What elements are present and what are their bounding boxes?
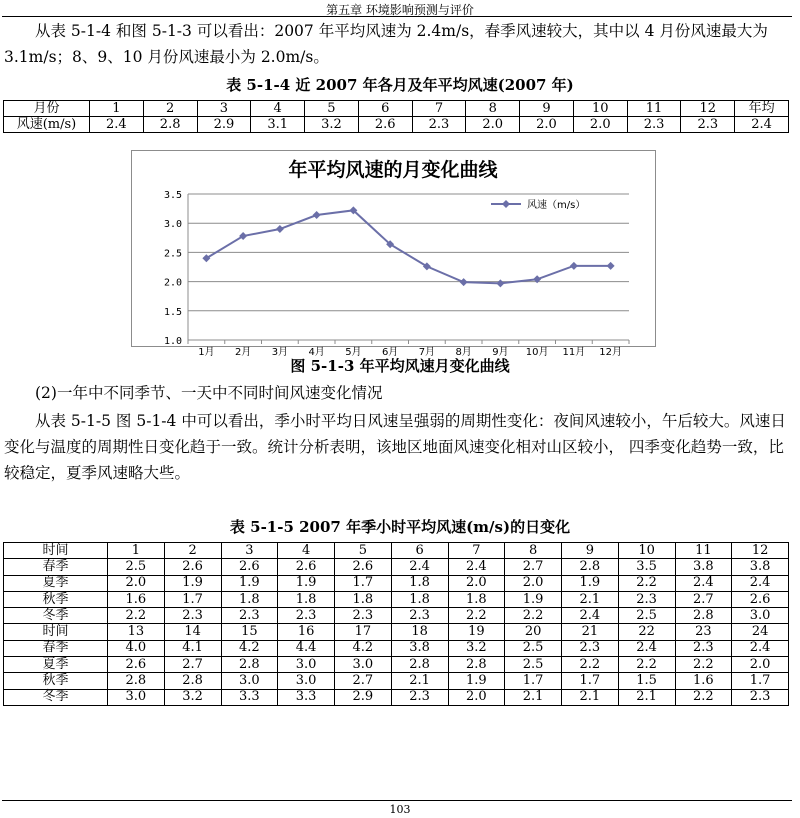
row-label-cell: 春季: [4, 559, 108, 575]
value-cell: 19: [448, 624, 505, 640]
row-label-cell: 春季: [4, 640, 108, 656]
page-header: 第五章 环境影响预测与评价: [326, 3, 474, 17]
value-cell: 2.3: [335, 608, 392, 624]
value-cell: 10: [618, 543, 675, 559]
series-line: [206, 210, 610, 283]
value-cell: 2.3: [618, 591, 675, 607]
value-cell: 16: [278, 624, 335, 640]
value-cell: 3.0: [335, 657, 392, 673]
value-cell: 2.2: [618, 575, 675, 591]
value-cell: 4.0: [108, 640, 165, 656]
value-cell: 3.0: [278, 673, 335, 689]
page-number: 103: [389, 803, 411, 816]
value-cell: 3.2: [164, 689, 221, 705]
speed-cell: 2.4: [735, 117, 789, 133]
value-cell: 1.9: [278, 575, 335, 591]
value-cell: 2.4: [675, 575, 732, 591]
speed-cell: 2.4: [90, 117, 144, 133]
value-cell: 2.2: [675, 657, 732, 673]
value-cell: 2.3: [562, 640, 619, 656]
value-cell: 4.4: [278, 640, 335, 656]
row-label-cell: 时间: [4, 624, 108, 640]
legend-marker: [502, 200, 510, 208]
value-cell: 2.6: [335, 559, 392, 575]
value-cell: 17: [335, 624, 392, 640]
value-cell: 2.6: [164, 559, 221, 575]
value-cell: 1.7: [732, 673, 789, 689]
value-cell: 2.3: [164, 608, 221, 624]
value-cell: 2.3: [675, 640, 732, 656]
value-cell: 1.7: [164, 591, 221, 607]
value-cell: 22: [618, 624, 675, 640]
value-cell: 3.2: [448, 640, 505, 656]
value-cell: 2.4: [562, 608, 619, 624]
speed-cell: 2.6: [358, 117, 412, 133]
value-cell: 2.4: [448, 559, 505, 575]
value-cell: 8: [505, 543, 562, 559]
row-label-cell: 冬季: [4, 689, 108, 705]
value-cell: 2.9: [335, 689, 392, 705]
month-cell: 7: [412, 101, 466, 117]
value-cell: 1.6: [108, 591, 165, 607]
value-cell: 2.2: [562, 657, 619, 673]
value-cell: 2.6: [732, 591, 789, 607]
value-cell: 2.1: [562, 689, 619, 705]
y-tick-label: 3.0: [163, 219, 182, 231]
value-cell: 2.4: [732, 640, 789, 656]
row-label-cell: 冬季: [4, 608, 108, 624]
value-cell: 2.8: [108, 673, 165, 689]
data-point-marker: [460, 278, 468, 286]
value-cell: 2.0: [448, 689, 505, 705]
table2-caption: 表 5-1-5 2007 年季小时平均风速(m/s)的日变化: [229, 518, 571, 536]
x-tick-label: 10月: [525, 347, 549, 358]
wind-speed-line-chart: [131, 150, 656, 358]
value-cell: 3.8: [675, 559, 732, 575]
value-cell: 1: [108, 543, 165, 559]
value-cell: 21: [562, 624, 619, 640]
value-cell: 3.8: [391, 640, 448, 656]
value-cell: 2.3: [391, 608, 448, 624]
row-label-cell: 秋季: [4, 673, 108, 689]
value-cell: 2.5: [108, 559, 165, 575]
section-heading: (2)一年中不同季节、一天中不同时间风速变化情况: [35, 384, 383, 402]
value-cell: 1.9: [562, 575, 619, 591]
speed-cell: 2.3: [627, 117, 681, 133]
value-cell: 2.4: [732, 575, 789, 591]
table-row: [4, 575, 789, 591]
month-cell: 11: [627, 101, 681, 117]
value-cell: 2.8: [164, 673, 221, 689]
data-point-marker: [276, 225, 284, 233]
speed-cell: 2.9: [197, 117, 251, 133]
speed-cell: 2.8: [143, 117, 197, 133]
value-cell: 1.8: [278, 591, 335, 607]
value-cell: 2.7: [335, 673, 392, 689]
month-cell: 3: [197, 101, 251, 117]
value-cell: 2.3: [391, 689, 448, 705]
data-point-marker: [313, 211, 321, 219]
value-cell: 2.5: [505, 640, 562, 656]
value-cell: 2.8: [675, 608, 732, 624]
value-cell: 2.2: [108, 608, 165, 624]
value-cell: 1.8: [221, 591, 278, 607]
value-cell: 1.5: [618, 673, 675, 689]
header-rule: [2, 16, 792, 17]
x-tick-label: 6月: [381, 347, 399, 358]
value-cell: 2.0: [448, 575, 505, 591]
value-cell: 12: [732, 543, 789, 559]
month-cell: 4: [251, 101, 305, 117]
table-row: [4, 559, 789, 575]
value-cell: 6: [391, 543, 448, 559]
value-cell: 5: [335, 543, 392, 559]
value-cell: 2.6: [221, 559, 278, 575]
value-cell: 2.3: [732, 689, 789, 705]
data-point-marker: [496, 279, 504, 287]
speed-cell: 2.3: [412, 117, 466, 133]
table-row: [4, 640, 789, 656]
value-cell: 3.8: [732, 559, 789, 575]
speed-cell: 2.0: [573, 117, 627, 133]
value-cell: 24: [732, 624, 789, 640]
row-label-cell: 秋季: [4, 591, 108, 607]
x-tick-label: 5月: [345, 347, 362, 358]
value-cell: 18: [391, 624, 448, 640]
legend-label: 风速（m/s）: [527, 200, 586, 211]
value-cell: 2.2: [675, 689, 732, 705]
value-cell: 2.7: [505, 559, 562, 575]
value-cell: 2.1: [618, 689, 675, 705]
x-tick-label: 2月: [234, 347, 252, 358]
value-cell: 3.0: [278, 657, 335, 673]
row-label-cell: 时间: [4, 543, 108, 559]
value-cell: 3.0: [732, 608, 789, 624]
value-cell: 2.1: [391, 673, 448, 689]
value-cell: 1.9: [505, 591, 562, 607]
value-cell: 9: [562, 543, 619, 559]
month-cell: 2: [143, 101, 197, 117]
value-cell: 2.6: [278, 559, 335, 575]
speed-cell: 2.0: [466, 117, 520, 133]
value-cell: 2.0: [732, 657, 789, 673]
x-tick-label: 12月: [599, 347, 622, 358]
row-header-speed: 风速(m/s): [4, 117, 90, 133]
value-cell: 2.6: [108, 657, 165, 673]
value-cell: 2.1: [505, 689, 562, 705]
value-cell: 4: [278, 543, 335, 559]
value-cell: 7: [448, 543, 505, 559]
value-cell: 1.8: [448, 591, 505, 607]
value-cell: 2.2: [505, 608, 562, 624]
table-row: [4, 689, 789, 705]
value-cell: 1.9: [221, 575, 278, 591]
table-row: [4, 117, 789, 133]
value-cell: 1.8: [391, 575, 448, 591]
value-cell: 1.7: [335, 575, 392, 591]
value-cell: 1.9: [448, 673, 505, 689]
value-cell: 2.0: [505, 575, 562, 591]
value-cell: 11: [675, 543, 732, 559]
value-cell: 2.1: [562, 591, 619, 607]
value-cell: 2.8: [221, 657, 278, 673]
month-cell: 9: [520, 101, 574, 117]
value-cell: 2.0: [108, 575, 165, 591]
value-cell: 1.6: [675, 673, 732, 689]
value-cell: 3.5: [618, 559, 675, 575]
table-row: [4, 624, 789, 640]
value-cell: 1.8: [391, 591, 448, 607]
value-cell: 2.7: [164, 657, 221, 673]
table-row: [4, 591, 789, 607]
value-cell: 3.0: [108, 689, 165, 705]
table-row: [4, 543, 789, 559]
y-tick-label: 1.5: [163, 306, 182, 318]
value-cell: 4.2: [335, 640, 392, 656]
table-row: [4, 657, 789, 673]
month-cell: 10: [573, 101, 627, 117]
month-cell: 12: [681, 101, 735, 117]
month-cell: 8: [466, 101, 520, 117]
value-cell: 23: [675, 624, 732, 640]
value-cell: 15: [221, 624, 278, 640]
table-row: [4, 673, 789, 689]
row-header-month: 月份: [4, 101, 90, 117]
chart-title: 年平均风速的月变化曲线: [288, 159, 498, 181]
monthly-wind-speed-table: [3, 100, 789, 133]
value-cell: 2.5: [618, 608, 675, 624]
value-cell: 13: [108, 624, 165, 640]
value-cell: 3.3: [221, 689, 278, 705]
value-cell: 20: [505, 624, 562, 640]
month-cell: 6: [358, 101, 412, 117]
seasonal-hourly-wind-table: [3, 542, 789, 706]
x-tick-label: 11月: [562, 347, 586, 358]
value-cell: 2.4: [391, 559, 448, 575]
y-tick-label: 3.5: [163, 190, 182, 201]
data-point-marker: [570, 262, 578, 270]
x-tick-label: 1月: [198, 347, 215, 358]
intro-paragraph: 从表 5-1-4 和图 5-1-3 可以看出：2007 年平均风速为 2.4m/s，春季风速较大，其中以 4 月份风速最大为 3.1m/s；8、9、10 月份风速最小为 2.0m/s。: [4, 22, 768, 66]
figure-caption: 图 5-1-3 年平均风速月变化曲线: [290, 357, 510, 375]
table1-caption: 表 5-1-4 近 2007 年各月及年平均风速(2007 年): [226, 76, 574, 94]
value-cell: 1.9: [164, 575, 221, 591]
x-tick-label: 9月: [492, 347, 509, 358]
value-cell: 1.7: [562, 673, 619, 689]
value-cell: 2.4: [618, 640, 675, 656]
month-cell: 5: [305, 101, 359, 117]
value-cell: 2.8: [391, 657, 448, 673]
value-cell: 1.7: [505, 673, 562, 689]
value-cell: 2.7: [675, 591, 732, 607]
body-paragraph: 从表 5-1-5 图 5-1-4 中可以看出，季小时平均日风速呈强弱的周期性变化：夜间风速较小，午后较大。风速日变化与温度的周期性日变化趋于一致。统计分析表明，该地区地面风速变化相对山区较小， 四季变化趋势一致，比较稳定，夏季风速略大些。: [4, 412, 786, 482]
speed-cell: 3.2: [305, 117, 359, 133]
value-cell: 3.0: [221, 673, 278, 689]
value-cell: 2.8: [448, 657, 505, 673]
value-cell: 2.2: [448, 608, 505, 624]
speed-cell: 2.3: [681, 117, 735, 133]
table-row: [4, 608, 789, 624]
row-label-cell: 夏季: [4, 657, 108, 673]
month-cell: 1: [90, 101, 144, 117]
table-row: [4, 101, 789, 117]
value-cell: 3.3: [278, 689, 335, 705]
row-label-cell: 夏季: [4, 575, 108, 591]
x-tick-label: 4月: [308, 347, 325, 358]
speed-cell: 2.0: [520, 117, 574, 133]
y-tick-label: 2.0: [163, 277, 182, 289]
y-tick-label: 2.5: [163, 248, 182, 260]
month-cell: 年均: [735, 101, 789, 117]
value-cell: 3: [221, 543, 278, 559]
x-tick-label: 3月: [271, 347, 289, 358]
data-point-marker: [607, 262, 615, 270]
x-tick-label: 7月: [418, 347, 436, 358]
speed-cell: 3.1: [251, 117, 305, 133]
value-cell: 4.1: [164, 640, 221, 656]
value-cell: 14: [164, 624, 221, 640]
value-cell: 2.5: [505, 657, 562, 673]
value-cell: 4.2: [221, 640, 278, 656]
footer-rule: [2, 800, 792, 801]
value-cell: 2.3: [278, 608, 335, 624]
x-tick-label: 8月: [455, 347, 472, 358]
y-tick-label: 1.0: [163, 336, 182, 347]
value-cell: 2: [164, 543, 221, 559]
value-cell: 2.3: [221, 608, 278, 624]
value-cell: 2.8: [562, 559, 619, 575]
value-cell: 1.8: [335, 591, 392, 607]
value-cell: 2.2: [618, 657, 675, 673]
